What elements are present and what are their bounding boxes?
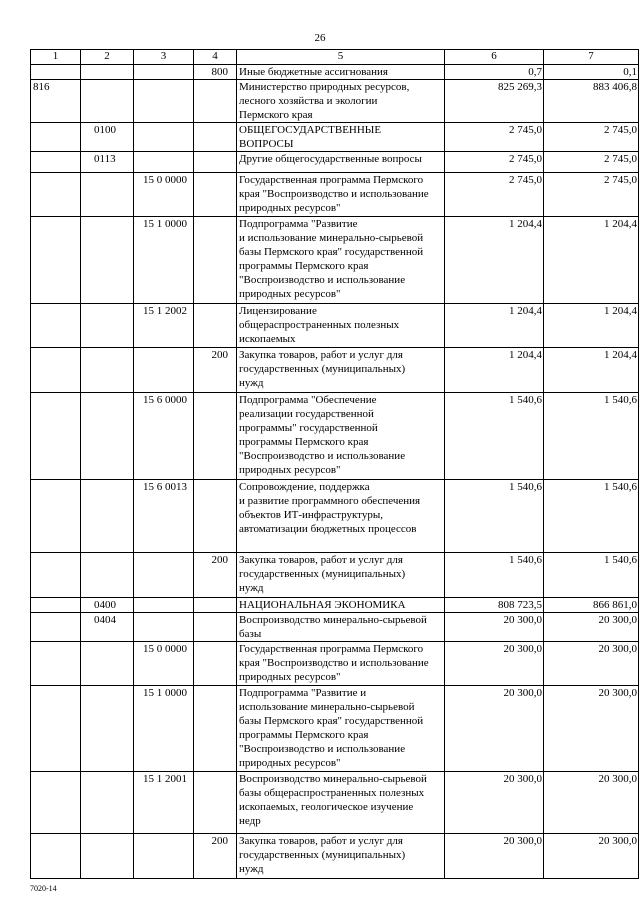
cell-c2 — [81, 80, 134, 123]
form-code: 7020-14 — [30, 884, 57, 893]
cell-c5: Подпрограмма "Обеспечение реализации государственной программы" государственной программы Пермского края "Воспроизводство и использование природных ресурсов" — [237, 393, 445, 480]
cell-c7: 1 204,4 — [544, 348, 639, 393]
cell-c4: 800 — [194, 65, 237, 80]
cell-c4 — [194, 217, 237, 304]
column-header-6: 6 — [445, 50, 544, 65]
column-header-7: 7 — [544, 50, 639, 65]
cell-c2: 0404 — [81, 613, 134, 642]
cell-c3: 15 6 0000 — [134, 393, 194, 480]
table-row — [31, 348, 639, 393]
cell-c3: 15 1 0000 — [134, 686, 194, 772]
table-row — [31, 80, 639, 123]
cell-c7: 20 300,0 — [544, 772, 639, 834]
cell-c1 — [31, 834, 81, 879]
table-row — [31, 772, 639, 834]
cell-c6: 1 540,6 — [445, 480, 544, 553]
cell-c7: 20 300,0 — [544, 686, 639, 772]
column-header-1: 1 — [31, 50, 81, 65]
cell-c5: Подпрограмма "Развитие и использование минерально-сырьевой базы Пермского края" государственной программы Пермского края "Воспроизводство и использование природных ресурсов" — [237, 686, 445, 772]
table-row — [31, 173, 639, 217]
cell-c1 — [31, 686, 81, 772]
cell-c2 — [81, 348, 134, 393]
cell-c6: 20 300,0 — [445, 613, 544, 642]
cell-c6: 1 204,4 — [445, 348, 544, 393]
budget-table — [30, 49, 639, 879]
cell-c7: 2 745,0 — [544, 173, 639, 217]
cell-c3 — [134, 553, 194, 598]
cell-c5: Министерство природных ресурсов, лесного хозяйства и экологии Пермского края — [237, 80, 445, 123]
cell-c2 — [81, 480, 134, 553]
cell-c5: Закупка товаров, работ и услуг для государственных (муниципальных) нужд — [237, 553, 445, 598]
cell-c1: 816 — [31, 80, 81, 123]
cell-c5: Государственная программа Пермского края "Воспроизводство и использование природных ресурсов" — [237, 642, 445, 686]
cell-c7: 1 540,6 — [544, 393, 639, 480]
cell-c3 — [134, 348, 194, 393]
cell-c1 — [31, 613, 81, 642]
cell-c1 — [31, 480, 81, 553]
cell-c4 — [194, 772, 237, 834]
cell-c5: НАЦИОНАЛЬНАЯ ЭКОНОМИКА — [237, 598, 445, 613]
cell-c7: 20 300,0 — [544, 642, 639, 686]
cell-c3 — [134, 65, 194, 80]
cell-c4 — [194, 642, 237, 686]
table-row — [31, 834, 639, 879]
cell-c7: 0,1 — [544, 65, 639, 80]
cell-c2 — [81, 393, 134, 480]
cell-c1 — [31, 173, 81, 217]
table-row — [31, 217, 639, 304]
cell-c7: 883 406,8 — [544, 80, 639, 123]
cell-c1 — [31, 772, 81, 834]
cell-c4 — [194, 80, 237, 123]
cell-c2 — [81, 642, 134, 686]
cell-c3 — [134, 123, 194, 152]
cell-c6: 1 204,4 — [445, 304, 544, 348]
cell-c5: Сопровождение, поддержка и развитие программного обеспечения объектов ИТ-инфраструктуры, автоматизации бюджетных процессов — [237, 480, 445, 553]
cell-c5: Иные бюджетные ассигнования — [237, 65, 445, 80]
table-body — [31, 65, 639, 879]
cell-c1 — [31, 152, 81, 173]
cell-c7: 2 745,0 — [544, 152, 639, 173]
cell-c4 — [194, 480, 237, 553]
table-row — [31, 152, 639, 173]
cell-c3: 15 6 0013 — [134, 480, 194, 553]
column-header-4: 4 — [194, 50, 237, 65]
cell-c2 — [81, 173, 134, 217]
cell-c6: 2 745,0 — [445, 173, 544, 217]
cell-c3 — [134, 80, 194, 123]
cell-c7: 1 204,4 — [544, 304, 639, 348]
column-header-5: 5 — [237, 50, 445, 65]
cell-c2 — [81, 772, 134, 834]
cell-c4: 200 — [194, 553, 237, 598]
table-row — [31, 553, 639, 598]
table-row — [31, 480, 639, 553]
cell-c6: 808 723,5 — [445, 598, 544, 613]
cell-c1 — [31, 393, 81, 480]
cell-c2 — [81, 217, 134, 304]
table-row — [31, 613, 639, 642]
cell-c4 — [194, 393, 237, 480]
cell-c7: 1 540,6 — [544, 480, 639, 553]
cell-c5: Воспроизводство минерально-сырьевой базы общераспространенных полезных ископаемых, геологическое изучение недр — [237, 772, 445, 834]
cell-c6: 1 540,6 — [445, 553, 544, 598]
cell-c2 — [81, 834, 134, 879]
cell-c3: 15 0 0000 — [134, 173, 194, 217]
cell-c3: 15 1 2002 — [134, 304, 194, 348]
table-header-row — [31, 50, 639, 65]
cell-c3 — [134, 834, 194, 879]
cell-c2: 0100 — [81, 123, 134, 152]
cell-c5: Государственная программа Пермского края "Воспроизводство и использование природных ресурсов" — [237, 173, 445, 217]
cell-c3: 15 1 0000 — [134, 217, 194, 304]
cell-c3: 15 1 2001 — [134, 772, 194, 834]
cell-c3 — [134, 598, 194, 613]
cell-c5: Воспроизводство минерально-сырьевой базы — [237, 613, 445, 642]
cell-c7: 1 540,6 — [544, 553, 639, 598]
cell-c3 — [134, 613, 194, 642]
cell-c1 — [31, 553, 81, 598]
cell-c6: 20 300,0 — [445, 642, 544, 686]
cell-c1 — [31, 642, 81, 686]
cell-c4 — [194, 123, 237, 152]
cell-c5: Закупка товаров, работ и услуг для государственных (муниципальных) нужд — [237, 348, 445, 393]
cell-c2 — [81, 304, 134, 348]
cell-c5: ОБЩЕГОСУДАРСТВЕННЫЕ ВОПРОСЫ — [237, 123, 445, 152]
cell-c6: 20 300,0 — [445, 834, 544, 879]
cell-c5: Подпрограмма "Развитие и использование минерально-сырьевой базы Пермского края" государственной программы Пермского края "Воспроизводство и использование природных ресурсов" — [237, 217, 445, 304]
cell-c6: 825 269,3 — [445, 80, 544, 123]
cell-c1 — [31, 304, 81, 348]
cell-c6: 1 204,4 — [445, 217, 544, 304]
cell-c5: Закупка товаров, работ и услуг для государственных (муниципальных) нужд — [237, 834, 445, 879]
table-row — [31, 598, 639, 613]
cell-c1 — [31, 598, 81, 613]
cell-c1 — [31, 65, 81, 80]
cell-c6: 20 300,0 — [445, 772, 544, 834]
cell-c4 — [194, 152, 237, 173]
cell-c4 — [194, 613, 237, 642]
cell-c7: 866 861,0 — [544, 598, 639, 613]
cell-c7: 20 300,0 — [544, 613, 639, 642]
cell-c6: 1 540,6 — [445, 393, 544, 480]
cell-c6: 2 745,0 — [445, 123, 544, 152]
cell-c3 — [134, 152, 194, 173]
cell-c2: 0400 — [81, 598, 134, 613]
cell-c4: 200 — [194, 348, 237, 393]
page-number: 26 — [314, 32, 326, 44]
table-row — [31, 393, 639, 480]
cell-c4 — [194, 686, 237, 772]
column-header-3: 3 — [134, 50, 194, 65]
cell-c4 — [194, 173, 237, 217]
table-row — [31, 642, 639, 686]
cell-c2 — [81, 65, 134, 80]
table-row — [31, 65, 639, 80]
cell-c4 — [194, 304, 237, 348]
cell-c7: 1 204,4 — [544, 217, 639, 304]
cell-c6: 0,7 — [445, 65, 544, 80]
cell-c2 — [81, 553, 134, 598]
cell-c1 — [31, 123, 81, 152]
cell-c1 — [31, 217, 81, 304]
cell-c6: 2 745,0 — [445, 152, 544, 173]
cell-c5: Лицензирование общераспространенных полезных ископаемых — [237, 304, 445, 348]
cell-c2 — [81, 686, 134, 772]
cell-c4 — [194, 598, 237, 613]
cell-c4: 200 — [194, 834, 237, 879]
table-row — [31, 304, 639, 348]
table-row — [31, 123, 639, 152]
cell-c2: 0113 — [81, 152, 134, 173]
cell-c6: 20 300,0 — [445, 686, 544, 772]
column-header-2: 2 — [81, 50, 134, 65]
cell-c5: Другие общегосударственные вопросы — [237, 152, 445, 173]
cell-c3: 15 0 0000 — [134, 642, 194, 686]
cell-c1 — [31, 348, 81, 393]
cell-c7: 20 300,0 — [544, 834, 639, 879]
cell-c7: 2 745,0 — [544, 123, 639, 152]
table-row — [31, 686, 639, 772]
